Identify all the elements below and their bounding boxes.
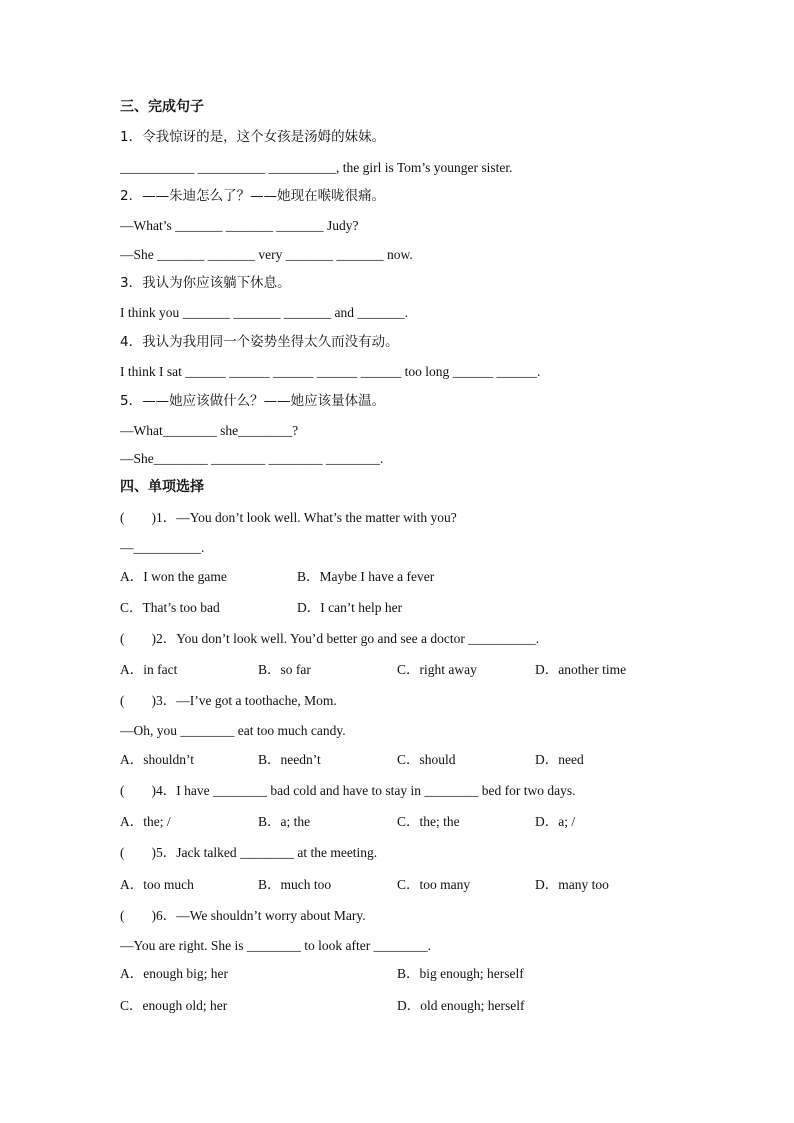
q4-chinese: 4．我认为我用同一个姿势坐得太久而没有动。 — [120, 334, 399, 350]
q4-english: I think I sat ______ ______ ______ ______ ______ too long ______ ______. — [120, 364, 541, 379]
mc-q5-stem: ( )5．Jack talked ________ at the meeting. — [120, 845, 378, 860]
q1-english: ___________ __________ __________, the girl is Tom’s younger sister. — [120, 160, 513, 175]
mc-q1-option-a: A．I won the game — [120, 569, 227, 584]
section4-heading: 四、单项选择 — [120, 479, 204, 495]
mc-q3-stem: ( )3．—I’ve got a toothache, Mom. — [120, 693, 337, 708]
mc-q5-option-c: C．too many — [397, 877, 471, 892]
mc-q1-option-c: C．That’s too bad — [120, 600, 220, 615]
mc-q5-option-a: A．too much — [120, 877, 194, 892]
mc-q1-stem: ( )1．—You don’t look well. What’s the matter with you? — [120, 510, 457, 525]
mc-q3-option-d: D．need — [535, 752, 584, 767]
mc-q6-option-a: A．enough big; her — [120, 966, 228, 981]
q2-chinese: 2．——朱迪怎么了？——她现在喉咙很痛。 — [120, 188, 386, 204]
q5-english-a: —What________ she________? — [120, 423, 299, 438]
q5-chinese: 5．——她应该做什么？——她应该量体温。 — [120, 393, 386, 409]
mc-q4-stem: ( )4．I have ________ bad cold and have to stay in ________ bed for two days. — [120, 783, 576, 798]
mc-q5-option-d: D．many too — [535, 877, 609, 892]
q2-english-b: —She _______ _______ very _______ _______ now. — [120, 247, 413, 262]
mc-q4-option-a: A．the; / — [120, 814, 171, 829]
section3-heading: 三、完成句子 — [120, 99, 204, 115]
q3-english: I think you _______ _______ _______ and _______. — [120, 305, 408, 320]
mc-q1-option-d: D．I can’t help her — [297, 600, 403, 615]
mc-q3-option-c: C．should — [397, 752, 456, 767]
q1-chinese: 1．令我惊讶的是，这个女孩是汤姆的妹妹。 — [120, 129, 386, 145]
mc-q4-option-b: B．a; the — [258, 814, 311, 829]
q5-english-b: —She________ ________ ________ ________. — [120, 451, 384, 466]
q3-chinese: 3．我认为你应该躺下休息。 — [120, 275, 291, 291]
mc-q4-option-c: C．the; the — [397, 814, 460, 829]
mc-q1-option-b: B．Maybe I have a fever — [297, 569, 435, 584]
mc-q6-answer-line: —You are right. She is ________ to look after ________. — [120, 938, 431, 953]
mc-q2-option-b: B．so far — [258, 662, 311, 677]
mc-q2-stem: ( )2．You don’t look well. You’d better go and see a doctor __________. — [120, 631, 540, 646]
mc-q6-option-c: C．enough old; her — [120, 998, 228, 1013]
mc-q2-option-a: A．in fact — [120, 662, 178, 677]
mc-q6-option-b: B．big enough; herself — [397, 966, 524, 981]
mc-q6-option-d: D．old enough; herself — [397, 998, 525, 1013]
mc-q5-option-b: B．much too — [258, 877, 332, 892]
mc-q3-option-a: A．shouldn’t — [120, 752, 195, 767]
mc-q2-option-c: C．right away — [397, 662, 477, 677]
q2-english-a: —What’s _______ _______ _______ Judy? — [120, 218, 359, 233]
mc-q3-answer-line: —Oh, you ________ eat too much candy. — [120, 723, 346, 738]
mc-q4-option-d: D．a; / — [535, 814, 576, 829]
mc-q1-answer-line: —__________. — [120, 540, 205, 555]
mc-q6-stem: ( )6．—We shouldn’t worry about Mary. — [120, 908, 366, 923]
mc-q2-option-d: D．another time — [535, 662, 627, 677]
mc-q3-option-b: B．needn’t — [258, 752, 321, 767]
